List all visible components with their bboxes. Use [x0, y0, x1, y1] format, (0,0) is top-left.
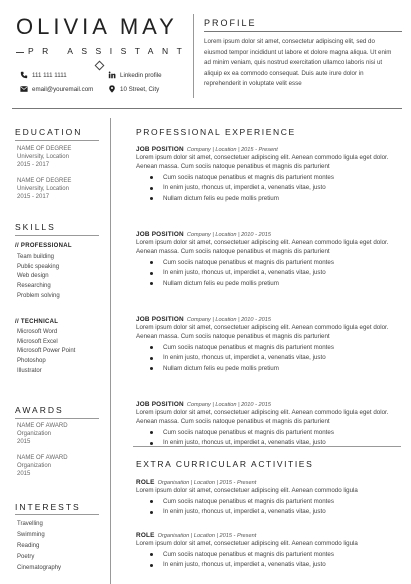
degree-name: NAME OF DEGREE [17, 178, 72, 184]
job-meta: Company | Location | 2015 - Present [186, 147, 278, 153]
role-meta: Organisation | Location | 2015 - Present [157, 480, 257, 486]
job-bullets [136, 258, 396, 290]
bullet-item: Cum sociis natoque penatibus et magnis dis parturient montes [136, 258, 396, 269]
interests-heading: INTERESTS [15, 502, 81, 512]
awards-heading: AWARDS [15, 405, 64, 415]
role-header [136, 479, 396, 486]
bullet-item: In enim justo, rhoncus ut, imperdiet a, venenatis vitae, justo [136, 507, 396, 518]
bullet-item: Nullam dictum felis eu pede mollis pretium [136, 364, 396, 375]
award-name: NAME OF AWARD [17, 455, 68, 461]
job-description: Lorem ipsum dolor sit amet, consectetuer adipiscing elit. Aenean commodo ligula eget dolor. Aenean massa. Cum sociis natoque penatibus et magnis dis parturient [136, 154, 389, 170]
technical-skills-list [17, 328, 75, 377]
role-header [136, 532, 396, 539]
header-rule [12, 108, 402, 109]
role-bullets [136, 550, 396, 571]
phone-item [20, 71, 67, 79]
skills-heading: SKILLS [15, 222, 56, 232]
job-bullets [136, 173, 396, 205]
school-name: University, Location [17, 186, 69, 192]
skills-rule [15, 235, 99, 236]
bullet-item: In enim justo, rhoncus ut, imperdiet a, venenatis vitae, justo [136, 438, 396, 449]
bullet-item: Cum sociis natoque penatibus et magnis dis parturient montes [136, 497, 396, 508]
list-item: Web design [17, 273, 49, 280]
role-entry [136, 479, 396, 518]
linkedin-text: Linkedin profile [120, 71, 162, 79]
email-item[interactable] [20, 85, 93, 93]
award-year: 2015 [17, 439, 31, 445]
bullet-item: Cum sociis natoque penatibus et magnis dis parturient montes [136, 343, 396, 354]
list-item: Travelling [17, 521, 43, 527]
job-title: PR ASSISTANT [24, 46, 194, 56]
bullet-item: In enim justo, rhoncus ut, imperdiet a, venenatis vitae, justo [136, 268, 396, 279]
job-title-row [16, 46, 191, 58]
award-name: NAME OF AWARD [17, 423, 68, 429]
job-entry [136, 316, 396, 374]
job-header [136, 316, 396, 323]
list-item: Microsoft Power Point [17, 348, 76, 355]
technical-skills-label: // TECHNICAL [15, 319, 59, 325]
bullet-item: In enim justo, rhoncus ut, imperdiet a, venenatis vitae, justo [136, 183, 396, 194]
list-item: Microsoft Excel [17, 338, 58, 345]
job-description: Lorem ipsum dolor sit amet, consectetuer adipiscing elit. Aenean commodo ligula eget dolor. Aenean massa. Cum sociis natoque penatibus et magnis dis parturient [136, 409, 389, 425]
professional-skills-list [17, 253, 60, 302]
list-item: Reading [17, 543, 40, 549]
education-item [17, 145, 71, 169]
address-item [108, 85, 159, 93]
job-meta: Company | Location | 2010 - 2015 [186, 232, 271, 238]
bullet-item: Cum sociis natoque penatibus et magnis dis parturient montes [136, 173, 396, 184]
list-item: Photoshop [17, 358, 46, 365]
interests-list [17, 519, 61, 574]
award-item [17, 422, 68, 446]
job-meta: Company | Location | 2010 - 2015 [186, 317, 271, 323]
role-entry [136, 532, 396, 571]
job-header [136, 401, 396, 408]
education-item [17, 177, 71, 201]
award-org: Organization [17, 463, 52, 469]
job-title: JOB POSITION [136, 146, 184, 153]
job-title: JOB POSITION [136, 316, 184, 323]
role-title: ROLE [136, 479, 155, 486]
bullet-item: Nullam dictum felis eu pede mollis pretium [136, 194, 396, 205]
school-name: University, Location [17, 154, 69, 160]
school-years: 2015 - 2017 [17, 162, 50, 168]
role-title: ROLE [136, 532, 155, 539]
bullet-item: In enim justo, rhoncus ut, imperdiet a, venenatis vitae, justo [136, 353, 396, 364]
extracurricular-heading: EXTRA CURRICULAR ACTIVITIES [136, 459, 314, 469]
diamond-ornament-icon [95, 61, 105, 71]
sidebar-divider [110, 118, 111, 584]
education-heading: EDUCATION [15, 127, 83, 137]
job-description: Lorem ipsum dolor sit amet, consectetuer adipiscing elit. Aenean commodo ligula eget dolor. Aenean massa. Cum sociis natoque penatibus et magnis dis parturient [136, 239, 389, 255]
linkedin-icon [108, 71, 116, 79]
job-description: Lorem ipsum dolor sit amet, consectetuer adipiscing elit. Aenean commodo ligula eget dolor. Aenean massa. Cum sociis natoque penatibus et magnis dis parturient [136, 324, 389, 340]
role-bullets [136, 497, 396, 518]
list-item: Swimming [17, 532, 45, 538]
role-description: Lorem ipsum dolor sit amet, consectetuer adipiscing elit. Aenean commodo ligula [136, 487, 358, 494]
job-header [136, 231, 396, 238]
job-entry [136, 401, 396, 449]
role-description: Lorem ipsum dolor sit amet, consectetuer adipiscing elit. Aenean commodo ligula [136, 540, 358, 547]
awards-rule [15, 418, 99, 419]
candidate-name: OLIVIA MAY [16, 14, 178, 39]
award-year: 2015 [17, 471, 31, 477]
job-meta: Company | Location | 2010 - 2015 [186, 402, 271, 408]
linkedin-item[interactable] [108, 71, 162, 79]
list-item: Researching [17, 283, 51, 290]
list-item: Poetry [17, 554, 35, 560]
phone-text: 111 111 1111 [32, 71, 67, 79]
job-title: JOB POSITION [136, 231, 184, 238]
profile-rule [204, 31, 402, 32]
experience-heading: PROFESSIONAL EXPERIENCE [136, 127, 296, 137]
section-rule [133, 446, 401, 447]
location-pin-icon [108, 85, 116, 93]
profile-text: Lorem ipsum dolor sit amet, consectetur adipiscing elit, sed do eiusmod tempor incididunt ut labore et dolore magna aliqua. Ut enim ad minim veniam, quis nostrud exercitation ullamco laboris nisi ut aliquip ex ea commodo consequat. Duis aute irure dolor in reprehenderit in voluptate velit esse [204, 38, 392, 87]
list-item: Problem solving [17, 292, 60, 299]
address-text: 10 Street, City [120, 85, 160, 93]
list-item: Illustrator [17, 367, 42, 374]
list-item: Public speaking [17, 263, 60, 270]
school-years: 2015 - 2017 [17, 194, 50, 200]
email-text: email@youremail.com [32, 85, 94, 93]
degree-name: NAME OF DEGREE [17, 146, 72, 152]
bullet-item: In enim justo, rhoncus ut, imperdiet a, venenatis vitae, justo [136, 560, 396, 571]
award-item [17, 454, 68, 478]
list-item: Team building [17, 254, 55, 260]
list-item: Microsoft Word [17, 329, 58, 335]
job-entry [136, 146, 396, 204]
bullet-item: Nullam dictum felis eu pede mollis pretium [136, 279, 396, 290]
bullet-item: Cum sociis natoque penatibus et magnis dis parturient montes [136, 550, 396, 561]
job-bullets [136, 343, 396, 375]
profile-heading: PROFILE [204, 18, 257, 28]
bullet-item: Cum sociis natoque penatibus et magnis dis parturient montes [136, 428, 396, 439]
header-vertical-divider [193, 14, 194, 98]
job-entry [136, 231, 396, 289]
job-title: JOB POSITION [136, 401, 184, 408]
job-header [136, 146, 396, 153]
education-rule [15, 140, 99, 141]
professional-skills-label: // PROFESSIONAL [15, 243, 72, 249]
award-org: Organization [17, 431, 52, 437]
phone-icon [20, 71, 28, 79]
email-icon [20, 85, 28, 93]
role-meta: Organisation | Location | 2015 - Present [157, 533, 257, 539]
list-item: Cinematography [17, 565, 62, 571]
interests-rule [15, 514, 99, 515]
